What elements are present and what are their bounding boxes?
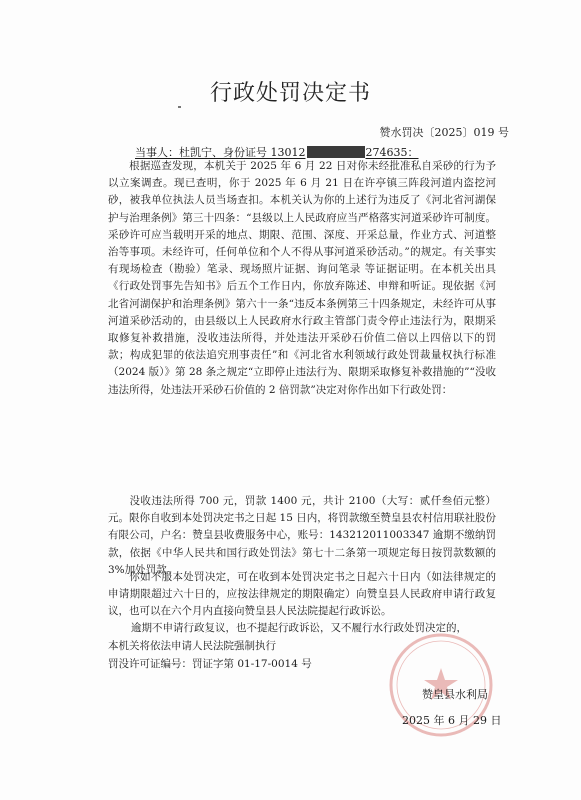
permit-number-line: 罚没许可证编号：罚证字第 01-17-0014 号 (108, 658, 312, 670)
enforcement-line-1: 逾期不申请行政复议，也不提起行政诉讼，又不履行水行政处罚决定的， (131, 622, 467, 634)
facts-text: 根据巡查发现，本机关于 2025 年 6 月 22 日对你未经批准私自采砂的行为予以立案调查。现已查明，你于 2025 年 6 月 21 日在许亭镇三阵段河道内盗挖河砂，被我单位执法人员当场查扣。本机关认为你的上述行为违反了《河北省河湖保护与治理条例》第三十四条：“县级以上人民政府应当严格落实河道采砂许可制度。采砂许可应当载明开采的地点、期限、范围、深度、开采总量，作业方式、河道整治等事项。未经许可，任何单位和个人不得从事河道采砂活动。”的规定。有关事实有现场检查（勘验）笔录、现场照片证据、询问笔录 等证据证明。在本机关出具《行政处罚事先告知书》后五个工作日内，你放弃陈述、申辩和听证。现依据《河北省河湖保护和治理条例》第六十一条“违反本条例第三十四条规定，未经许可从事河道采砂活动的，由县级以上人民政府水行政主管部门责令停止违法行为，限期采取修复补救措施，没收违法所得，并处违法开采砂石价值二倍以上四倍以下的罚款；构成犯罪的依法追究刑事责任”和《河北省水利领域行政处罚裁量权执行标准（2024 版）》第 28 条之规定“立即停止违法行为、限期采取修复补救措施的”“没收违法所得，处违法开采砂石价值的 2 倍罚款”决定对你作出如下行政处罚： (108, 160, 496, 396)
document-title: 行政处罚决定书 (209, 81, 371, 106)
party-prefix: 当事人：杜凯宁、身份证号 13012 (135, 146, 306, 159)
document-number: 赞水罚决〔2025〕019 号 (379, 126, 509, 139)
issue-date: 2025 年 6 月 29 日 (402, 714, 502, 727)
penalty-text: 没收违法所得 700 元，罚款 1400 元，共计 2100（大写：贰仟叁佰元整）元。限你自收到本处罚决定书之日起 15 日内，将罚款缴至赞皇县农村信用联社股份有限公司，户名：赞皇县收费服务中心，账号：143212011003347 逾期不缴纳罚款，依据《中华人民共和国行政处罚法》第七十二条第一项规定每日按罚款数额的 3%加处罚款。 (108, 495, 496, 576)
penalty-paragraph (108, 493, 496, 579)
party-suffix: 274635： (365, 146, 419, 159)
appeal-paragraph (108, 569, 496, 621)
appeal-text: 你如不服本处罚决定，可在收到本处罚决定书之日起六十日内（如法律规定的申请期限超过六十日的，应按法律规定的期限确定）向赞皇县人民政府申请行政复议，也可以在六个月内直接向赞皇县人民法院提起行政诉讼。 (108, 571, 496, 618)
redaction-block (307, 146, 365, 158)
issuing-authority: 赞皇县水利局 (422, 688, 488, 701)
enforcement-line-2: 本机关将依法申请人民法院强制执行 (108, 640, 276, 652)
facts-paragraph (108, 158, 496, 488)
